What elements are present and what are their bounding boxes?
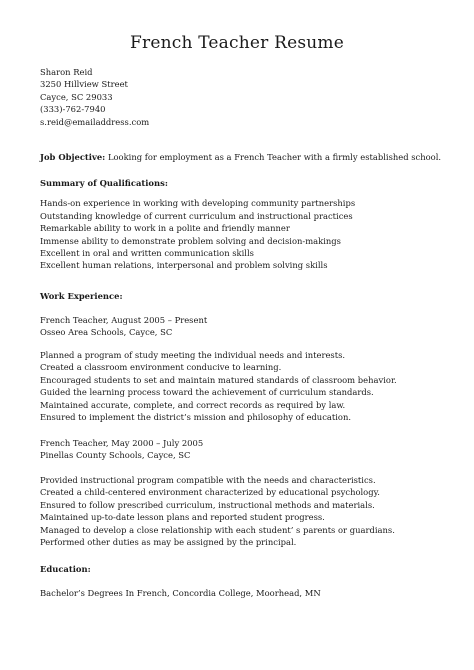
objective-line — [40, 151, 460, 163]
experience-heading: Work Experience: — [40, 291, 123, 301]
job-duty: Created a child-centered environment characterized by educational psychology. — [40, 487, 380, 498]
job-duty: Guided the learning process toward the achievement of curriculum standards. — [40, 387, 374, 398]
contact-email: s.reid@emailaddress.com — [40, 116, 150, 127]
qualification-item: Immense ability to demonstrate problem solving and decision-makings — [40, 235, 341, 246]
education-list — [40, 587, 460, 599]
qualification-item: Excellent human relations, interpersonal and problem solving skills — [40, 260, 328, 271]
education-heading: Education: — [40, 564, 91, 574]
job-entry — [40, 314, 460, 339]
job-duty: Provided instructional program compatible with the needs and characteristics. — [40, 475, 376, 485]
job-employer: Pinellas County Schools, Cayce, SC — [40, 450, 191, 461]
page-title: French Teacher Resume — [130, 33, 344, 53]
contact-street: 3250 Hillview Street — [40, 79, 128, 90]
job-duty: Ensured to follow prescribed curriculum, instructional methods and materials. — [40, 499, 375, 510]
objective-text: Looking for employment as a French Teacher with a firmly established school. — [105, 152, 442, 162]
job-duty: Encouraged students to set and maintain matured standards of classroom behavior. — [40, 374, 397, 385]
education-item: Bachelor’s Degrees In French, Concordia College, Moorhead, MN — [40, 588, 321, 598]
qualification-item: Excellent in oral and written communication skills — [40, 247, 254, 258]
job-title: French Teacher, August 2005 – Present — [40, 315, 208, 325]
objective-section — [40, 151, 460, 163]
contact-phone: (333)-762-7940 — [40, 104, 106, 115]
spacer — [40, 189, 460, 197]
job-duty: Planned a program of study meeting the individual needs and interests. — [40, 350, 346, 360]
job-duty: Maintained up-to-date lesson plans and reported student progress. — [40, 512, 325, 523]
contact-block — [40, 66, 460, 128]
job-entry — [40, 437, 460, 462]
experience-section — [40, 290, 460, 302]
job-title: French Teacher, May 2000 – July 2005 — [40, 438, 204, 448]
contact-city: Cayce, SC 29033 — [40, 91, 113, 102]
qualifications-heading: Summary of Qualifications: — [40, 178, 168, 188]
contact-name: Sharon Reid — [40, 67, 93, 77]
qualification-item: Hands-on experience in working with developing community partnerships — [40, 198, 356, 209]
job-duties — [40, 349, 460, 423]
job-duty: Managed to develop a close relationship with each student’ s parents or guardians. — [40, 524, 395, 535]
objective-label: Job Objective: — [40, 152, 106, 162]
qualification-item: Outstanding knowledge of current curriculum and instructional practices — [40, 210, 353, 221]
job-employer: Osseo Area Schools, Cayce, SC — [40, 327, 173, 338]
qualification-item: Remarkable ability to work in a polite and friendly manner — [40, 223, 290, 234]
education-section — [40, 563, 460, 575]
job-duty: Created a classroom environment conducive to learning. — [40, 362, 282, 373]
job-duties — [40, 474, 460, 548]
job-duty: Ensured to implement the district’s mission and philosophy of education. — [40, 411, 352, 422]
job-duty: Performed other duties as may be assigned by the principal. — [40, 536, 297, 547]
job-duty: Maintained accurate, complete, and correct records as required by law. — [40, 399, 346, 410]
qualifications-section — [40, 177, 460, 272]
